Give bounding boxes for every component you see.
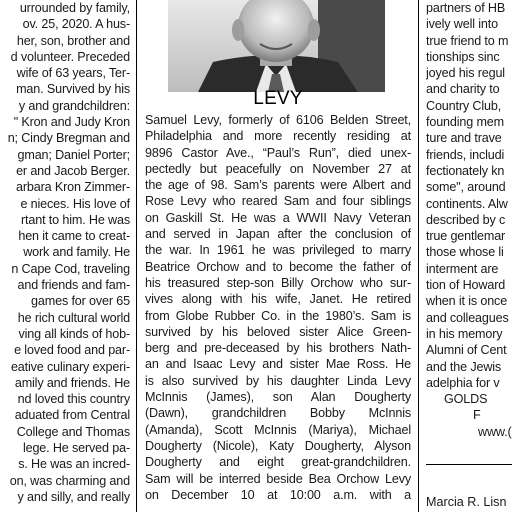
text-line: McInnis (James), son Alan Dougherty — [145, 390, 411, 405]
text-line: survived by his beloved sister Alice Green- — [145, 324, 411, 339]
text-line: y and grandchildren: — [18, 98, 130, 113]
text-line: ov. 25, 2020. A hus- — [22, 17, 130, 32]
text-line: Rose Levy who reared Sam and four siblings — [145, 194, 411, 209]
text-line: n Cape Cod, traveling — [11, 261, 130, 276]
text-line: (Amanda), Scott McInnis (Mariya), Michael — [145, 422, 411, 437]
column-divider-left — [136, 0, 137, 512]
text-line: nd loved this country — [17, 392, 130, 407]
text-line: (Dawn), grandchildren Bobby McInnis — [145, 406, 411, 421]
text-line: those whose li — [426, 245, 504, 260]
text-line: joyed his regul — [426, 66, 505, 81]
text-line: ture and trave — [426, 131, 502, 146]
text-line: tion of Howard — [426, 278, 506, 293]
text-line: and friends and fam- — [17, 278, 130, 293]
obituary-left-column — [0, 0, 130, 512]
text-line: berg and pre-deceased by his brothers Nath- — [145, 341, 411, 356]
text-line: pectedly but peacefully on November 27 at — [145, 161, 411, 176]
text-line: and charity to — [426, 82, 500, 97]
text-line: the war. In 1961 he was privileged to marry — [145, 243, 411, 258]
text-line: man. Survived by his — [16, 82, 130, 97]
text-line: s. He was an incred- — [18, 457, 130, 472]
text-line: continents. Alw — [426, 196, 508, 211]
text-line: when it is once — [426, 294, 508, 309]
text-line: y and silly, and really — [17, 489, 130, 504]
text-line: on December 10 at 10:00 a.m. with a — [145, 487, 411, 502]
column-divider-right — [418, 0, 419, 512]
text-line: GOLDS — [444, 392, 488, 407]
text-line: her, son, brother and — [16, 33, 130, 48]
text-line: College and Thomas — [16, 424, 130, 439]
text-line: Country Club, — [426, 98, 502, 113]
text-line: and served in Japan after the conclusion of — [145, 227, 411, 242]
text-line: rtant to him. He was — [21, 212, 130, 227]
text-line: games for over 65 — [31, 294, 130, 309]
text-line: from Globe Rubber Co. in the 1980’s. Sam is — [145, 308, 411, 323]
obituary-middle-column — [145, 0, 411, 512]
text-line: and the Jewis — [426, 359, 502, 374]
text-line: Beatrice Orchow and to become the father of — [145, 259, 411, 274]
text-line: fectionately kn — [426, 163, 505, 178]
obituary-body-text — [145, 112, 411, 503]
text-line: the age of 98. Sam’s parents were Albert and — [145, 178, 411, 193]
text-line: hen it came to creat- — [18, 229, 130, 244]
text-line: wife of 63 years, Ter- — [16, 66, 130, 81]
text-line: work and family. He — [23, 245, 130, 260]
text-line: some", around — [426, 180, 506, 195]
text-line: aduated from Central — [14, 408, 130, 423]
text-line: e loved food and par- — [14, 343, 130, 358]
text-line: on Gaskill St. He was a WWII Navy Veteran — [145, 210, 411, 225]
text-line: n; Cindy Bregman and — [7, 131, 130, 146]
text-line: d volunteer. Preceded — [10, 49, 130, 64]
text-line: arbara Kron Zimmer- — [15, 180, 130, 195]
text-line: www.( — [478, 424, 512, 439]
text-line: is also survived by his daughter Linda Levy — [145, 373, 411, 388]
obituary-right-column — [426, 0, 512, 512]
text-line: true gentlemar — [426, 229, 506, 244]
text-line: er and Jacob Berger. — [16, 163, 130, 178]
text-line: urrounded by family, — [19, 1, 130, 15]
text-line: amily and friends. He — [14, 375, 130, 390]
text-line: gman; Daniel Porter; — [17, 147, 130, 162]
text-line: eative culinary experi- — [10, 359, 130, 374]
text-line: Philadelphia and more recently residing at — [145, 129, 411, 144]
text-line: interment are — [426, 261, 499, 276]
text-line: his treasured step-son Billy Orchow who sur- — [145, 275, 411, 290]
text-line: 9896 Castor Ave., “Paul’s Run”, died unex- — [145, 145, 411, 160]
text-line: ively well into — [426, 17, 498, 32]
text-line: partners of HB — [426, 1, 506, 15]
section-rule — [426, 464, 512, 465]
obituary-surname: LEVY — [253, 88, 303, 109]
text-line: Alumni of Cent — [426, 343, 507, 358]
text-line: Sam will be interred beside Bea Orchow Levy — [145, 471, 411, 486]
text-line: vives along with his wife, Janet. He retired — [145, 292, 411, 307]
text-line: tionships sinc — [426, 49, 500, 64]
text-line: " Kron and Judy Kron — [13, 115, 130, 130]
text-line: founding mem — [426, 115, 505, 130]
text-line: Dougherty (Nicole), Katy Dougherty, Alyson — [145, 438, 411, 453]
text-line: adelphia for v — [426, 375, 500, 390]
text-line: friends, includi — [426, 147, 505, 162]
next-obituary-name: Marcia R. Lisn — [426, 495, 507, 509]
text-line: on, was charming and — [9, 473, 130, 488]
text-line: and colleagues — [426, 310, 509, 325]
text-line: true friend to m — [426, 33, 509, 48]
text-line: he rich cultural world — [17, 310, 130, 325]
text-line: e nieces. His love of — [20, 196, 130, 211]
text-line: Samuel Levy, formerly of 6106 Belden Street, — [145, 113, 411, 127]
text-line: lege. He served pa- — [22, 441, 130, 456]
text-line: ving all kinds of hob- — [18, 326, 130, 341]
text-line: in his memory — [426, 326, 503, 341]
text-line: described by c — [426, 212, 506, 227]
text-line: Dougherty and eight great-grandchildren. — [145, 455, 411, 470]
text-line: an and Isaac Levy and sister Mae Ross. He — [145, 357, 411, 372]
text-line: F — [473, 408, 481, 423]
